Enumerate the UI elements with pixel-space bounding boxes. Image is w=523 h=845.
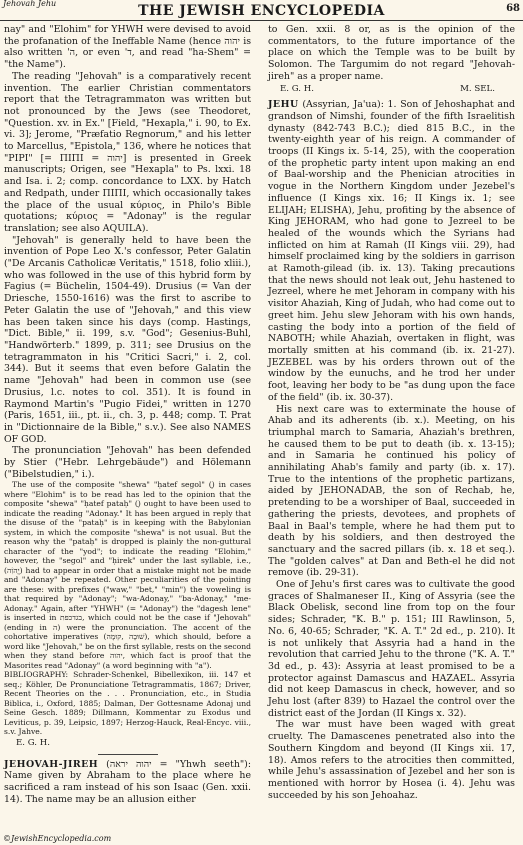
copyright-footer: ©JewishEncyclopedia.com [3, 834, 112, 843]
paragraph: One of Jehu's first cares was to cultivate the good graces of Shalmaneser II., King of Assyria (see the Black Obelisk, second line from top on the four sides; Schrader, "K. B." p. 151; III Rawlinson, 5, No. 6, 40-65; Schrader, "K. A. T." 2d ed., p. 210). It is not unlikely that Assyria had a hand in the revolution that carried Jehu to the throne ("K. A. T." 3d ed., p. 43): Assyria at least promised to be a protector against Damascus and HAZAEL. Assyria did not keep Damascus in check, however, and so Jehu lost (after 839) to Hazael the control over the district east of the Jordan (II Kings x. 32). [268, 579, 515, 719]
author-initials: M. SEL. [460, 83, 495, 94]
paragraph: The pronunciation "Jehovah" has been defended by Stier ("Hebr. Lehrgebäude") and Hölemann ("Bibelstudien," i.). [4, 445, 251, 480]
running-head-left: Jehovah Jehu [3, 0, 57, 8]
entry-jehu [268, 99, 515, 403]
author-initials: E. G. H. [16, 737, 50, 748]
divider [98, 754, 158, 755]
footnote-block [4, 480, 251, 737]
signature-line [4, 738, 251, 750]
encyclopedia-title: THE JEWISH ENCYCLOPEDIA [138, 3, 385, 19]
paragraph: nay" and "Elohim" for YHWH were devised to avoid the profanation of the Ineffable Name (hence יהוה is also written 'ה, or even 'ד, and read "ha-Shem" = "the Name"). [4, 24, 252, 71]
paragraph: The reading "Jehovah" is a comparatively recent invention. The earlier Christian commentators report that the Tetragrammaton was written but not pronounced by the Jews (see Theodoret, "Question. xv. in Ex." [Field, "Hexapla," i. 90, to Ex. vi. 3]; Jerome, "Præfatio Regnorum," and his letter to Marcellus, "Epistola," 136, where he notices that "PIPI" [= ΠΙΠΙ = יהוה] is presented in Greek manuscripts; Origen, see "Hexapla" to Ps. lxxi. 18 and Isa. i. 2; comp. concordance to LXX. by Hatch and Redpath, under ΠΙΠΙ, which occasionally takes the place of the usual κύριος, in Philo's Bible quotations; κύριος = "Adonay" is the regular translation; see also AQUILA). [4, 70, 251, 234]
left-column [4, 24, 251, 805]
signature-line [268, 84, 515, 96]
entry-jehovah-jireh [4, 759, 251, 806]
right-column [268, 24, 515, 801]
bibliography: BIBLIOGRAPHY: Schrader-Schenkel, Bibellexikon, iii. 147 et seq.; Köhler, De Pronunciatione Tetragrammatis, 1867; Driver, Recent Theories on the . . . Pronunciation, etc., in Studia Biblica, i., Oxford, 1885; Dalman, Der Gottesname Adonaj und Seine Gesch. 1889; Dillmann, Kommentar zu Exodus und Leviticus, p. 39, Leipsic, 1897; Herzog-Hauck, Real-Encyc. viii., s.v. Jahve. [4, 670, 251, 737]
entry-text: (יהוה יראה = "Yhwh seeth"): Name given by Abraham to the place where he sacrificed a ram instead of his son Isaac (Gen. xxii. 14). The name may be an allusion either [4, 758, 251, 805]
paragraph: to Gen. xxii. 8 or, as is the opinion of the commentators, to the future importance of the place on which the Temple was to be built by Solomon. The Targumim do not regard "Jehovah-jireh" as a proper name. [268, 24, 515, 82]
author-initials: E. G. H. [280, 83, 314, 94]
entry-title: JEHU [268, 99, 299, 111]
paragraph: His next care was to exterminate the house of Ahab and its adherents (ib. x.). Meeting, on his triumphal march to Samaria, Ahaziah's brethren, he caused them to be put to death (ib. x. 13-15); and in Samaria he continued his policy of annihilating Ahab's family and party (ib. x. 17). True to the intentions of the prophetic partizans, aided by JEHONADAB, the son of Rechab, he, pretending to be a worshiper of Baal, succeeded in gathering the priests, devotees, and prophets of Baal in Baal's temple, where he had them put to death by his soldiers, and then destroyed the sanctuary and the sacred pillars (ib. x. 18 et seq.). The "golden calves" at Dan and Beth-el he did not remove (ib. 29-31). [268, 403, 515, 579]
paragraph: "Jehovah" is generally held to have been the invention of Pope Leo X.'s confessor, Peter Galatin ("De Arcanis Catholicæ Veritatis," 1518, folio xliii.), who was followed in the use of this hybrid form by Fagius (= Büchelin, 1504-49). Drusius (= Van der Driesche, 1550-1616) was the first to ascribe to Peter Galatin the use of "Jehovah," and this view has been taken since his days (comp. Hastings, "Dict. Bible," ii. 199, s.v. "God"; Gesenius-Buhl, "Handwörterb." 1899, p. 311; see Drusius on the tetragrammaton in his "Critici Sacri," i. 2, col. 344). But it seems that even before Galatin the name "Jehovah" had been in common use (see Drusius, l.c. notes to col. 351). It is found in Raymond Martin's "Pugio Fidei," written in 1270 (Paris, 1651, iii., pt. ii., ch. 3, p. 448; comp. T. Prat in "Dictionnaire de la Bible," s.v.). See also NAMES OF GOD. [4, 234, 251, 445]
entry-text: (Assyrian, Ja'ua): 1. Son of Jehoshaphat and grandson of Nimshi, founder of the fifth Israelitish dynasty (842-743 B.C.); died 815 B.C., in the twenty-eighth year of his reign. A commander of troops (II Kings ix. 5-14, 25), with the cooperation of the prophetic party intent upon making an end of Baal-worship and the Phenician atrocities in vogue in the Northern Kingdom under Jezebel's influence (I Kings xix. 16; II Kings ix. 1; see ELIJAH; ELISHA), Jehu, profiting by the absence of King JEHORAM, who had gone to Jezreel to be healed of the wounds which the Syrians had inflicted on him at Ramah (II Kings viii. 29), had himself proclaimed king by the soldiers in garrison at Ramoth-gilead (ib. ix. 13). Taking precautions that the news should not leak out, Jehu hastened to Jezreel, where he met Jehoram in company with his visitor Ahaziah, King of Judah, who had come out to greet him. Jehu slew Jehoram with his own hands, casting the body into a portion of the field of NABOTH; while Ahaziah, overtaken in flight, was mortally smitten at his command (ib. ix. 21-27). JEZEBEL was by his orders thrown out of the window by the eunuchs, and he trod her under foot, leaving her body to be "as dung upon the face of the field" (ib. ix. 30-37). [268, 99, 516, 403]
page-number: 68 [506, 3, 520, 14]
page-header [0, 0, 523, 21]
entry-title: JEHOVAH-JIREH [4, 758, 99, 770]
footnote: The use of the composite "shewa" "ḥatef segol" (ֱ) in cases where "Elohim" is to be read has led to the opinion that the composite "shewa" "ḥatef pataḥ" (ֲ) ought to have been used to indicate the reading "Adonay." It has been argued in reply that the disuse of the "pataḥ" is in keeping with the Babylonian system, in which the composite "shewa" is not usual. But the reason why the "pataḥ" is dropped is plainly the non-guttural character of the "yod"; to indicate the reading "Elohim," however, the "segol" and "ḥirek" under the last syllable, i.e., (יֱהוִֹה) had to appear in order that a mistake might not be made and "Adonay" be repeated. Other peculiarities of the pointing are these: with prefixes ("waw," "bet," "min") the voweling is that required by "Adonay"; "wa-Adonay," "ba-Adonay," "me-Adonay." Again, after "YHWH" (= "Adonay") the "dagesh lene" is inserted in בגדכפת, which could not be the case if "Jehovah" (ending in ה) were the pronunciation. The accent of the cohortative imperatives (שׁוּבָה ,קוּמָה), which should, before a word like "Jehovah," be on the first syllable, rests on the second when they stand before יהוה, which fact is proof that the Masorites read "Adonay" (a word beginning with "a"). [4, 480, 251, 670]
paragraph: The war must have been waged with great cruelty. The Damascenes penetrated also into the Southern Kingdom and beyond (II Kings xii. 17, 18). Amos refers to the atrocities then committed, while Jehu's assassination of Jezebel and her son is mentioned with horror by Hosea (i. 4). Jehu was succeeded by his son Jehoahaz. [268, 719, 515, 801]
